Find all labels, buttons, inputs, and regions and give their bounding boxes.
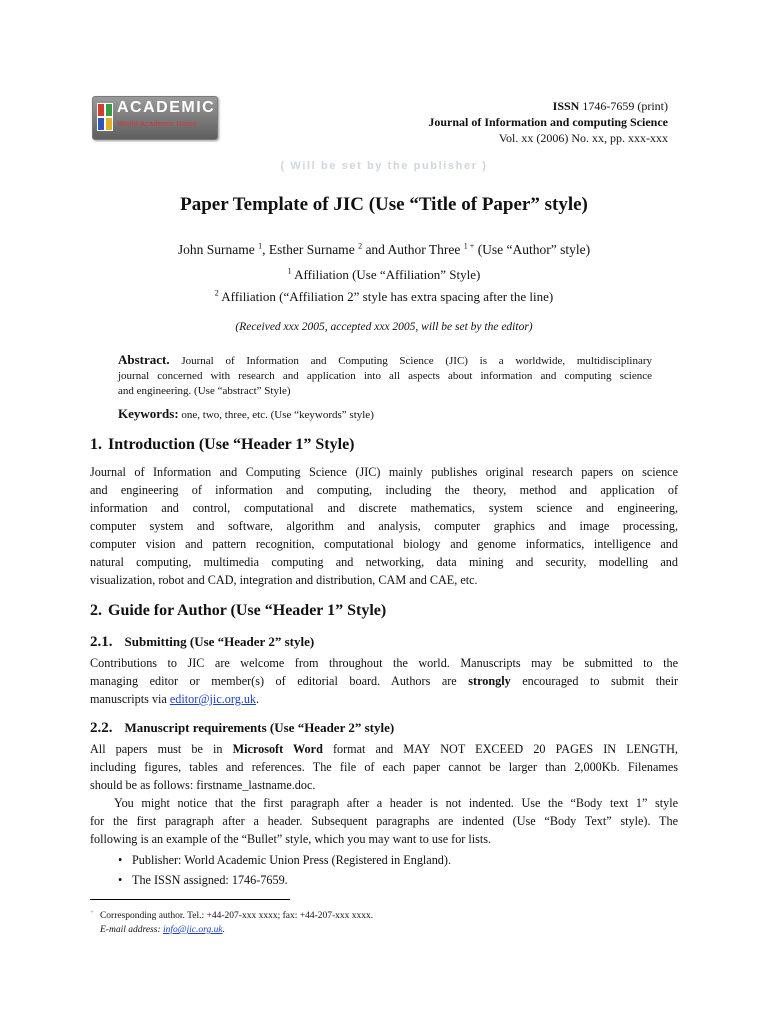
- body-line: [90, 690, 678, 708]
- author-3-sup: 1 +: [463, 241, 475, 251]
- logo-word: ACADEMIC: [117, 99, 216, 116]
- issn-label: ISSN: [552, 99, 580, 113]
- bullet-icon: •: [118, 853, 123, 867]
- footnote-rule: [90, 899, 290, 900]
- abstract: [118, 352, 652, 399]
- keywords: [118, 406, 374, 422]
- body-line: You might notice that the first paragraph after a header is not indented. Use the “Body text 1” style: [114, 796, 678, 810]
- affiliation-2: [0, 289, 768, 305]
- bullet-icon: •: [118, 873, 123, 887]
- affiliation-1-sup: 1: [287, 266, 292, 276]
- section-2-2-heading: [90, 720, 394, 737]
- email-separator: :: [157, 925, 163, 936]
- strong-text: strongly: [468, 674, 511, 688]
- logo-subtitle: World Academic Union: [118, 121, 197, 128]
- section-2-1-body: [90, 654, 678, 708]
- issn-value: 1746-7659 (print): [582, 99, 668, 113]
- affiliation-2-text: Affiliation (“Affiliation 2” style has extra spacing after the line): [218, 289, 554, 304]
- body-line: should be as follows: firstname_lastname.doc.: [90, 778, 316, 792]
- body-line: including figures, tables and references. The file of each paper cannot be larger than 2,000Kb. Filenames: [90, 760, 678, 774]
- section-2-1-heading: [90, 634, 314, 651]
- editor-email-link[interactable]: editor@jic.org.uk: [169, 692, 257, 706]
- body-line: Journal of Information and Computing Science (JIC) mainly publishes original research papers on science: [90, 465, 678, 479]
- keywords-text: one, two, three, etc. (Use “keywords” style): [181, 409, 374, 421]
- section-2-heading: [90, 602, 386, 620]
- body-text: encouraged to submit their: [522, 674, 679, 688]
- body-text: .: [256, 692, 260, 706]
- footnote-line-2: [90, 923, 373, 937]
- affiliation-1: [0, 267, 768, 283]
- email-label: E-mail address: [100, 925, 158, 936]
- section-2-2-title: Manuscript requirements (Use “Header 2” style): [124, 720, 395, 735]
- section-1-number: 1.: [90, 436, 102, 453]
- body-line: information and control, computational and discrete mathematics, system science and engineering,: [90, 501, 678, 515]
- paper-title: Paper Template of JIC (Use “Title of Paper” style): [180, 194, 588, 215]
- author-3: and Author Three: [362, 242, 461, 257]
- list-item: [118, 850, 451, 870]
- keywords-label: Keywords:: [118, 406, 179, 421]
- issn-line: [308, 98, 668, 114]
- author-line: [0, 242, 768, 258]
- affiliation-2-sup: 2: [214, 288, 219, 298]
- body-text: managing editor or member(s) of editorial board. Authors are: [90, 674, 457, 688]
- body-text: manuscripts via: [90, 692, 167, 706]
- strong-text: Microsoft Word: [232, 742, 323, 756]
- body-line: [90, 740, 678, 758]
- list-item-text: Publisher: World Academic Union Press (Registered in England).: [132, 853, 451, 867]
- logo-mark-icon: [97, 103, 113, 131]
- bullet-list: [118, 850, 451, 890]
- footnote-mark: +: [90, 908, 94, 916]
- abstract-line-3: and engineering. (Use “abstract” Style): [118, 385, 291, 397]
- abstract-text-1: Journal of Information and Computing Science (JIC) is a worldwide, multidisciplinary: [181, 355, 652, 367]
- body-line: computer vision and pattern recognition, computational biology and genome informatics, intelligence and: [90, 537, 678, 551]
- author-2-sup: 2: [358, 241, 363, 251]
- section-2-1-number: 2.1.: [90, 634, 113, 650]
- info-email-link[interactable]: info@jic.org.uk: [162, 925, 223, 936]
- publisher-logo: [92, 96, 218, 140]
- author-2: , Esther Surname: [262, 242, 355, 257]
- footnote: [90, 905, 373, 937]
- abstract-line-2: journal concerned with research and application into all aspects about information and computing science: [118, 370, 652, 382]
- author-style-note: (Use “Author” style): [474, 242, 591, 257]
- body-line: [90, 672, 678, 690]
- section-1-body: [90, 463, 678, 589]
- body-line: Contributions to JIC are welcome from throughout the world. Manuscripts may be submitted to the: [90, 656, 678, 670]
- body-line: computer system and software, algorithm and analysis, computer graphics and image processing,: [90, 519, 678, 533]
- journal-name: Journal of Information and computing Science: [428, 115, 668, 129]
- list-item: [118, 870, 451, 890]
- section-1-heading: [90, 436, 355, 454]
- body-line: following is an example of the “Bullet” style, which you may want to use for lists.: [90, 832, 492, 846]
- abstract-label: Abstract.: [118, 352, 170, 367]
- author-1-sup: 1: [258, 241, 263, 251]
- email-end: .: [222, 925, 225, 936]
- publisher-note: ( Will be set by the publisher ): [280, 160, 488, 172]
- list-item-text: The ISSN assigned: 1746-7659.: [132, 873, 288, 887]
- body-line: and engineering of information and computing, including the theory, method and application of: [90, 483, 678, 497]
- body-text: format and MAY NOT EXCEED 20 PAGES IN LENGTH,: [332, 742, 678, 756]
- section-2-title: Guide for Author (Use “Header 1” Style): [108, 602, 387, 619]
- body-line: for the first paragraph after a header. Subsequent paragraphs are indented (Use “Body Text” style). The: [90, 814, 678, 828]
- body-line: visualization, robot and CAD, integration and distribution, CAM and CAE, etc.: [90, 573, 478, 587]
- section-1-title: Introduction (Use “Header 1” Style): [108, 436, 355, 453]
- abstract-line-1: [118, 352, 652, 369]
- body-line: natural computing, multimedia computing and networking, data mining and security, modelling and: [90, 555, 678, 569]
- section-2-2-body: [90, 740, 678, 848]
- section-2-1-title: Submitting (Use “Header 2” style): [124, 634, 315, 649]
- section-2-number: 2.: [90, 602, 102, 619]
- journal-info: [308, 98, 668, 146]
- author-1: John Surname: [177, 242, 255, 257]
- received-dates: (Received xxx 2005, accepted xxx 2005, will be set by the editor): [235, 321, 533, 333]
- volume-line: Vol. xx (2006) No. xx, pp. xxx-xxx: [498, 131, 668, 145]
- affiliation-1-text: Affiliation (Use “Affiliation” Style): [291, 267, 481, 282]
- body-text: All papers must be in: [90, 742, 223, 756]
- footnote-line-1: [90, 905, 373, 923]
- footnote-text: Corresponding author. Tel.: +44-207-xxx xxxx; fax: +44-207-xxx xxxx.: [99, 911, 374, 922]
- section-2-2-number: 2.2.: [90, 720, 113, 736]
